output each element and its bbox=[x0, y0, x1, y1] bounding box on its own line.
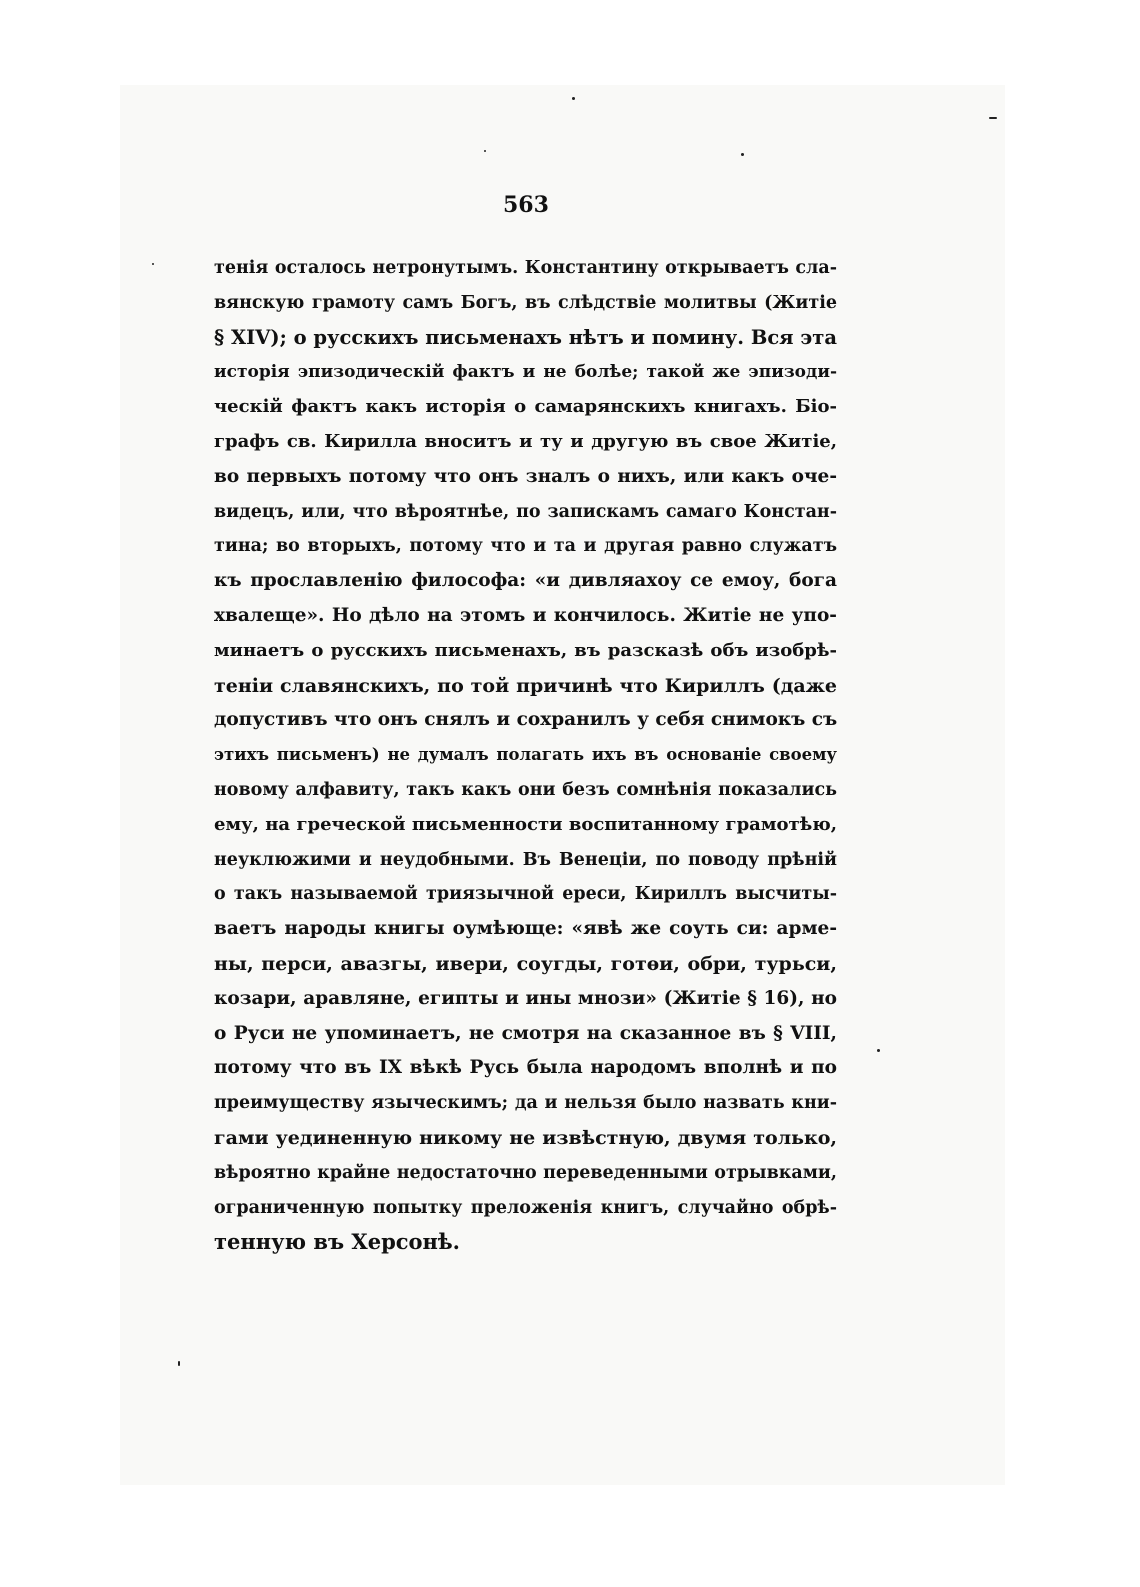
text-line: тина; во вторыхъ, потому что и та и другая равно служатъ bbox=[214, 536, 837, 557]
text-line: во первыхъ потому что онъ зналъ о нихъ, или какъ оче- bbox=[214, 465, 837, 487]
scan-speck bbox=[572, 97, 575, 100]
text-line: видецъ, или, что вѣроятнѣе, по запискамъ самаго Констан- bbox=[214, 501, 837, 522]
text-line: ваетъ народы книгы оумѣюще: «явѣ же соуть си: арме- bbox=[214, 918, 837, 940]
text-line: о такъ называемой триязычной ереси, Кириллъ высчиты- bbox=[214, 884, 837, 905]
text-line: хвалеще». Но дѣло на этомъ и кончилось. Житіе не упо- bbox=[214, 604, 837, 626]
text-line: теніи славянскихъ, по той причинѣ что Кириллъ (даже bbox=[214, 674, 837, 697]
text-line: козари, аравляне, египты и ины мнози» (Житіе § 16), но bbox=[214, 987, 837, 1009]
text-line: къ прославленію философа: «и дивляахоу се емоу, бога bbox=[214, 570, 837, 592]
text-line: о Руси не упоминаетъ, не смотря на сказанное въ § VIIІ, bbox=[214, 1022, 837, 1044]
text-line: ческій фактъ какъ исторія о самарянскихъ книгахъ. Біо- bbox=[214, 396, 837, 418]
text-line: допустивъ что онъ снялъ и сохранилъ у себя снимокъ съ bbox=[214, 709, 838, 731]
page-number: 563 bbox=[503, 192, 549, 218]
scan-speck bbox=[877, 1049, 880, 1052]
text-line: потому что въ IX вѣкѣ Русь была народомъ вполнѣ и по bbox=[214, 1057, 837, 1079]
text-line: ему, на греческой письменности воспитанному грамотѣю, bbox=[214, 813, 837, 835]
text-line: ограниченную попытку преложенія книгъ, случайно обрѣ- bbox=[214, 1197, 837, 1218]
text-line: вѣроятно крайне недостаточно переведенными отрывками, bbox=[214, 1162, 837, 1183]
text-line: минаетъ о русскихъ письменахъ, въ разсказѣ объ изобрѣ- bbox=[214, 639, 837, 661]
scan-speck bbox=[178, 1361, 180, 1366]
text-line: преимуществу языческимъ; да и нельзя было назвать кни- bbox=[214, 1093, 837, 1114]
scan-speck bbox=[989, 117, 997, 119]
text-line: новому алфавиту, такъ какъ они безъ сомнѣнія показались bbox=[214, 779, 837, 800]
text-line: графъ св. Кирилла вноситъ и ту и другую въ свое Житіе, bbox=[214, 430, 837, 452]
scan-speck bbox=[741, 153, 744, 156]
text-line: этихъ письменъ) не думалъ полагать ихъ въ основаніе своему bbox=[214, 745, 837, 765]
scan-speck bbox=[484, 150, 486, 152]
text-line: тенія осталось нетронутымъ. Константину открываетъ сла- bbox=[214, 258, 837, 278]
text-line: исторія эпизодическій фактъ и не болѣе; такой же эпизоди- bbox=[214, 362, 837, 383]
text-line: гами уединенную никому не извѣстную, двумя только, bbox=[214, 1126, 837, 1149]
text-line: ны, перси, авазгы, ивери, соугды, готѳи, обри, турьси, bbox=[214, 952, 837, 975]
text-line: тенную въ Херсонѣ. bbox=[214, 1229, 460, 1255]
scan-speck bbox=[152, 263, 154, 265]
text-line: § XIV); о русскихъ письменахъ нѣтъ и помину. Вся эта bbox=[214, 325, 837, 349]
text-line: вянскую грамоту самъ Богъ, въ слѣдствіе молитвы (Житіе bbox=[214, 292, 837, 313]
text-line: неуклюжими и неудобными. Въ Венеціи, по поводу прѣній bbox=[214, 849, 837, 870]
body-text bbox=[214, 251, 837, 1260]
